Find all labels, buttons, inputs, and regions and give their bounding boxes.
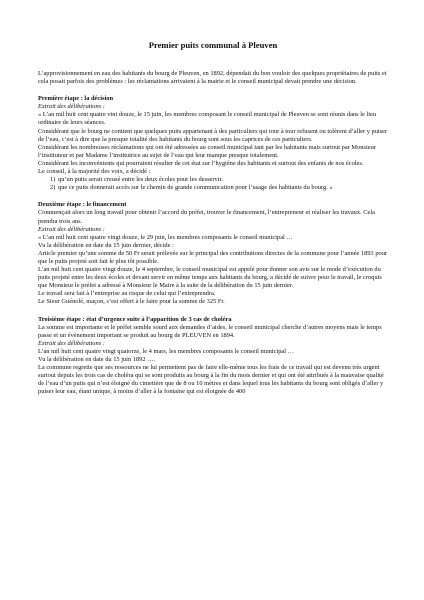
section1-paragraph-5: Le conseil, à la majorité des voix, a décidé :: [38, 168, 151, 176]
section3-paragraph-4: La commune regrette que ses ressources ne lui permettent pas de faire elle-même tous les frais de ce travail qui est devenu très urgent surtout depuis les trois cas de choléra qui se sont produits au bourg à la fin du mois dernier et qui ont été attribués à la mauvaise qualité de l’eau d’un puits qui n’est éloigné du cimetière que de 8 ou 10 mètres et dans lequel tous les habitants du bourg sont obligés d’aller y puiser leur eau, étant unique, à moins d’aller à la fontaine qui est éloignée de 400: [38, 364, 384, 396]
section2-paragraph-6: Le travail sera fait à l’entreprise au risque de celui qui l’entreprendra.: [38, 290, 216, 298]
section1-heading: Première étape : la décision: [38, 95, 114, 103]
section3-heading: Troisième étape : état d’urgence suite à l’apparition de 3 cas de choléra: [38, 315, 232, 323]
section1-list-item-1: [38, 176, 388, 184]
page-title: Premier puits communal à Pleuven: [148, 40, 278, 50]
list-item-text: que ce puits donnerait accès sur le chemin de grande communication pour l’usage des habitants du bourg. »: [58, 184, 333, 192]
section2-paragraph-1: Commençait alors un long travail pour obtenir l’accord du préfet, trouver le financement, l’entrepreneur et réaliser les travaux. Cela prendra trois ans.: [38, 209, 375, 225]
section2-paragraph-7: Le Sieur Guénolé, maçon, s’est offert à le faire pour la somme de 325 Fr.: [38, 298, 225, 306]
section1-extract-label: Extrait des délibérations :: [38, 103, 105, 111]
list-number: 2): [50, 184, 56, 192]
section3-paragraph-3: Vu la délibération en date du 15 juin 1892 ….: [38, 356, 156, 363]
section2-paragraph-4: Article premier qu’une somme de 50 Fr serait prélevée sur le principal des contributions directes de la commune pour l’année 1893 pour que le puits projeté soit fait le plus tôt possible.: [38, 249, 388, 265]
section3-paragraph-2: L’an mil huit cent quatre vingt quatorze, le 4 mars, les membres composants le conseil municipal …: [38, 347, 295, 355]
section2-paragraph-3: Vu la délibération en date du 15 juin dernier, décide :: [38, 241, 174, 249]
list-item-text: qu’un puits serait creusé entre les deux écoles pour les desservir.: [58, 176, 223, 184]
section1-paragraph-3: Considérant les nombreuses réclamations qui ont été adressées au conseil municipal tant par les habitants mais surtout par Monsieur l’instituteur et par Madame l’institutrice au sujet de l’eau qui leur manque presque totalement.: [38, 143, 376, 159]
section2-paragraph-2: « L’an mil huit cent quatre vingt douze, le 29 juin, les membres composants le conseil municipal …: [38, 233, 293, 241]
list-number: 1): [50, 176, 56, 184]
section1-paragraph-1: « L’an mil huit cent quatre vint douze, le 15 juin, les membres composant le conseil municipal de Pleuven se sont réunis dans le lieu ordinaire de leurs séances.: [38, 111, 377, 127]
document-page: [38, 40, 388, 396]
section3-paragraph-1: La somme est importante et le préfet semble sourd aux demandes d’aides, le conseil municipal cherche d’autres moyens mais le temps passe et un évènement important se produit au bourg de PLEUVEN en 1894.: [38, 323, 382, 339]
section1-list-item-2: [38, 184, 388, 192]
section1-paragraph-2: Considérant que le bourg ne contient que quelques puits appartenant à des particuliers qui tour à tour refusent ou tolèrent d’aller y puiser de l’eau, c’est à dire que la presque totalité des habitants du bourg sont sous les caprices de ces particuliers.: [38, 127, 388, 143]
intro-paragraph: L’approvisionnement en eau des habitants du bourg de Pleuven, en 1892, dépendait du bon vouloir des quelques propriétaires de puits et cela posait parfois des problèmes : les réclamations arrivaient à la mairie et le conseil municipal devait prendre une décision.: [38, 70, 387, 86]
section2-paragraph-5: L’an mil huit cent quatre vingt douze, le 4 septembre, le conseil municipal est appelé pour donner son avis sur le mode d’exécution du puits projeté entre les deux écoles et devant servir en même temps aux habitants du bourg, a décidé de suivre pour le travail, le croquis que Monsieur le préfet a adressé à Monsieur le Maire à la suite de la délibération du 15 juin dernier.: [38, 266, 382, 290]
section2-extract-label: Extrait des délibérations :: [38, 225, 105, 233]
section2-heading: Deuxième étape : le financement: [38, 201, 127, 209]
section3-extract-label: Extrait des délibérations :: [38, 339, 105, 347]
section1-paragraph-4: Considérant les inconvénients qui pourraient résulter de cet état sur l’hygiène des habitants et surtout des enfants de nos écoles.: [38, 159, 364, 167]
